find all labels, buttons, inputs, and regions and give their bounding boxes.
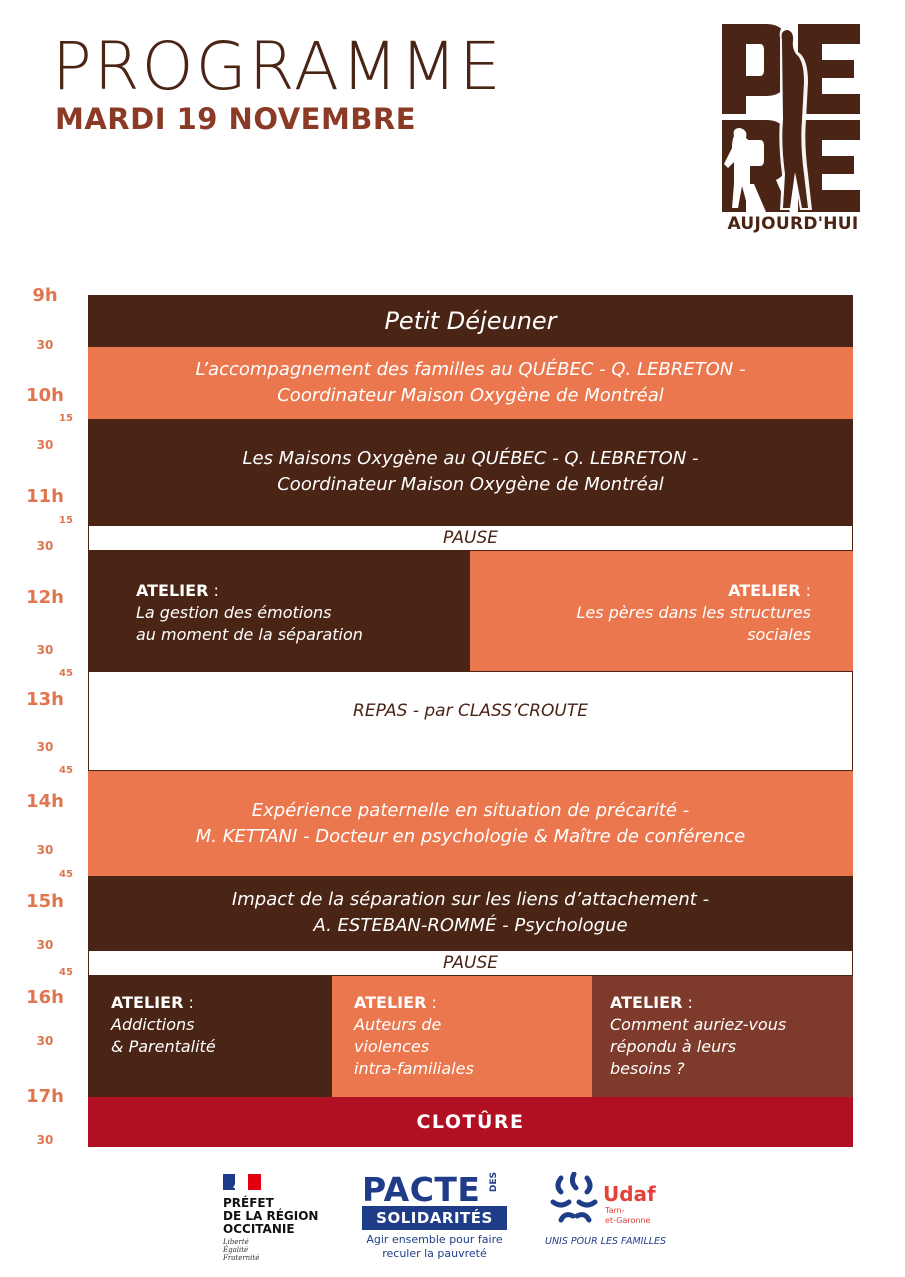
event-date: MARDI 19 NOVEMBRE: [55, 102, 417, 136]
udaf-name: Udaf: [603, 1182, 656, 1206]
atelier-4-heading: ATELIER: [354, 993, 427, 1012]
block-atelier-violences: [332, 976, 592, 1097]
time-10h: 10h: [26, 385, 64, 406]
atelier-5-line-3: besoins ?: [610, 1059, 685, 1078]
pacte-solidarites: SOLIDARITÉS: [362, 1206, 507, 1230]
atelier-4-colon: :: [426, 993, 437, 1012]
quebec-line-1: L’accompagnement des familles au QUÉBEC - Q. LEBRETON -: [195, 359, 746, 380]
atelier-2-colon: :: [800, 581, 811, 600]
time-10h30: 30: [36, 438, 54, 452]
oxygene-line-2: Coordinateur Maison Oxygène de Montréal: [277, 474, 664, 495]
devise-egalite: Égalité: [223, 1246, 249, 1254]
block-impact-separation: [88, 876, 853, 950]
time-11h15: 15: [59, 515, 73, 526]
atelier-1-heading: ATELIER: [136, 581, 209, 600]
udaf-dept-1: Tarn-: [605, 1206, 625, 1215]
prefet-line-1: PRÉFET: [223, 1196, 274, 1210]
time-12h: 12h: [26, 587, 64, 608]
time-9h30: 30: [36, 338, 54, 352]
time-15h: 15h: [26, 891, 64, 912]
block-atelier-emotions: [88, 551, 470, 671]
block-atelier-peres-structures: [470, 551, 853, 671]
time-15h45: 45: [59, 967, 73, 978]
block-pause-1: [88, 525, 853, 551]
time-14h45: 45: [59, 869, 73, 880]
udaf-dept-2: et-Garonne: [605, 1216, 651, 1225]
atelier-1-colon: :: [208, 581, 219, 600]
time-12h30: 30: [36, 643, 54, 657]
udaf-emblem-icon: [547, 1172, 601, 1226]
time-13h45: 45: [59, 765, 73, 776]
time-13h: 13h: [26, 689, 64, 710]
atelier-4-line-3: intra-familiales: [354, 1059, 474, 1078]
time-14h30: 30: [36, 843, 54, 857]
time-16h: 16h: [26, 987, 64, 1008]
time-11h: 11h: [26, 486, 64, 507]
udaf-logo: [545, 1172, 670, 1257]
block-pause-2: [88, 950, 853, 976]
petit-dejeuner-label: Petit Déjeuner: [384, 307, 557, 335]
atelier-4-line-1: Auteurs de: [354, 1015, 442, 1034]
time-12h45: 45: [59, 668, 73, 679]
time-13h30: 30: [36, 740, 54, 754]
block-maisons-oxygene: [88, 419, 853, 525]
atelier-2-line-2: sociales: [747, 625, 811, 644]
pacte-tagline-1: Agir ensemble pour faire: [366, 1233, 503, 1246]
atelier-1-line-2: au moment de la séparation: [136, 625, 363, 644]
page-title: PROGRAMME: [52, 28, 503, 105]
pacte-title: PACTE: [362, 1170, 481, 1209]
atelier-2-line-1: Les pères dans les structures: [576, 603, 811, 622]
marianne-flag-icon: [223, 1174, 261, 1190]
time-10h15: 15: [59, 413, 73, 424]
time-16h30: 30: [36, 1034, 54, 1048]
atelier-1-line-1: La gestion des émotions: [136, 603, 332, 622]
prefet-line-2: DE LA RÉGION: [223, 1209, 319, 1223]
block-atelier-besoins: [592, 976, 853, 1097]
pacte-solidarites-logo: [362, 1172, 510, 1267]
atelier-4-line-2: violences: [354, 1037, 430, 1056]
atelier-5-heading: ATELIER: [610, 993, 683, 1012]
atelier-2-heading: ATELIER: [728, 581, 801, 600]
logo-subtitle: AUJOURD'HUI: [727, 214, 859, 234]
cloture-label: CLOTÛRE: [416, 1111, 525, 1133]
time-17h30: 30: [36, 1133, 54, 1147]
precarite-line-1: Expérience paternelle en situation de précarité -: [251, 799, 690, 821]
block-quebec-accompagnement: [88, 347, 853, 419]
block-cloture: [88, 1097, 853, 1147]
atelier-3-line-2: & Parentalité: [111, 1037, 216, 1056]
atelier-5-line-2: répondu à leurs: [610, 1037, 737, 1056]
pere-logo: [722, 24, 862, 212]
block-petit-dejeuner: [88, 295, 853, 347]
prefet-logo: [223, 1174, 343, 1269]
time-15h30: 30: [36, 938, 54, 952]
time-14h: 14h: [26, 791, 64, 812]
atelier-5-line-1: Comment auriez-vous: [610, 1015, 787, 1034]
quebec-line-2: Coordinateur Maison Oxygène de Montréal: [277, 385, 664, 406]
devise-liberte: Liberté: [223, 1238, 249, 1246]
time-9h: 9h: [32, 285, 58, 306]
udaf-tagline: UNIS POUR LES FAMILLES: [545, 1236, 667, 1247]
pacte-tagline-2: reculer la pauvreté: [382, 1247, 487, 1260]
repas-label: REPAS - par CLASS’CROUTE: [353, 701, 588, 721]
devise-fraternite: Fraternité: [223, 1254, 260, 1262]
time-17h: 17h: [26, 1086, 64, 1107]
atelier-3-colon: :: [183, 993, 194, 1012]
time-11h30: 30: [36, 539, 54, 553]
impact-line-2: A. ESTEBAN-ROMMÉ - Psychologue: [313, 915, 628, 936]
pause-1-label: PAUSE: [442, 528, 498, 548]
block-repas: [88, 671, 853, 771]
atelier-3-heading: ATELIER: [111, 993, 184, 1012]
atelier-5-colon: :: [682, 993, 693, 1012]
pacte-des: DES: [489, 1172, 499, 1193]
block-atelier-addictions: [88, 976, 332, 1097]
oxygene-line-1: Les Maisons Oxygène au QUÉBEC - Q. LEBRETON -: [242, 448, 699, 469]
block-precarite: [88, 771, 853, 876]
atelier-3-line-1: Addictions: [111, 1015, 195, 1034]
prefet-line-3: OCCITANIE: [223, 1222, 295, 1236]
impact-line-1: Impact de la séparation sur les liens d’attachement -: [231, 889, 710, 910]
precarite-line-2: M. KETTANI - Docteur en psychologie & Maître de conférence: [195, 825, 746, 847]
pause-2-label: PAUSE: [442, 953, 498, 973]
